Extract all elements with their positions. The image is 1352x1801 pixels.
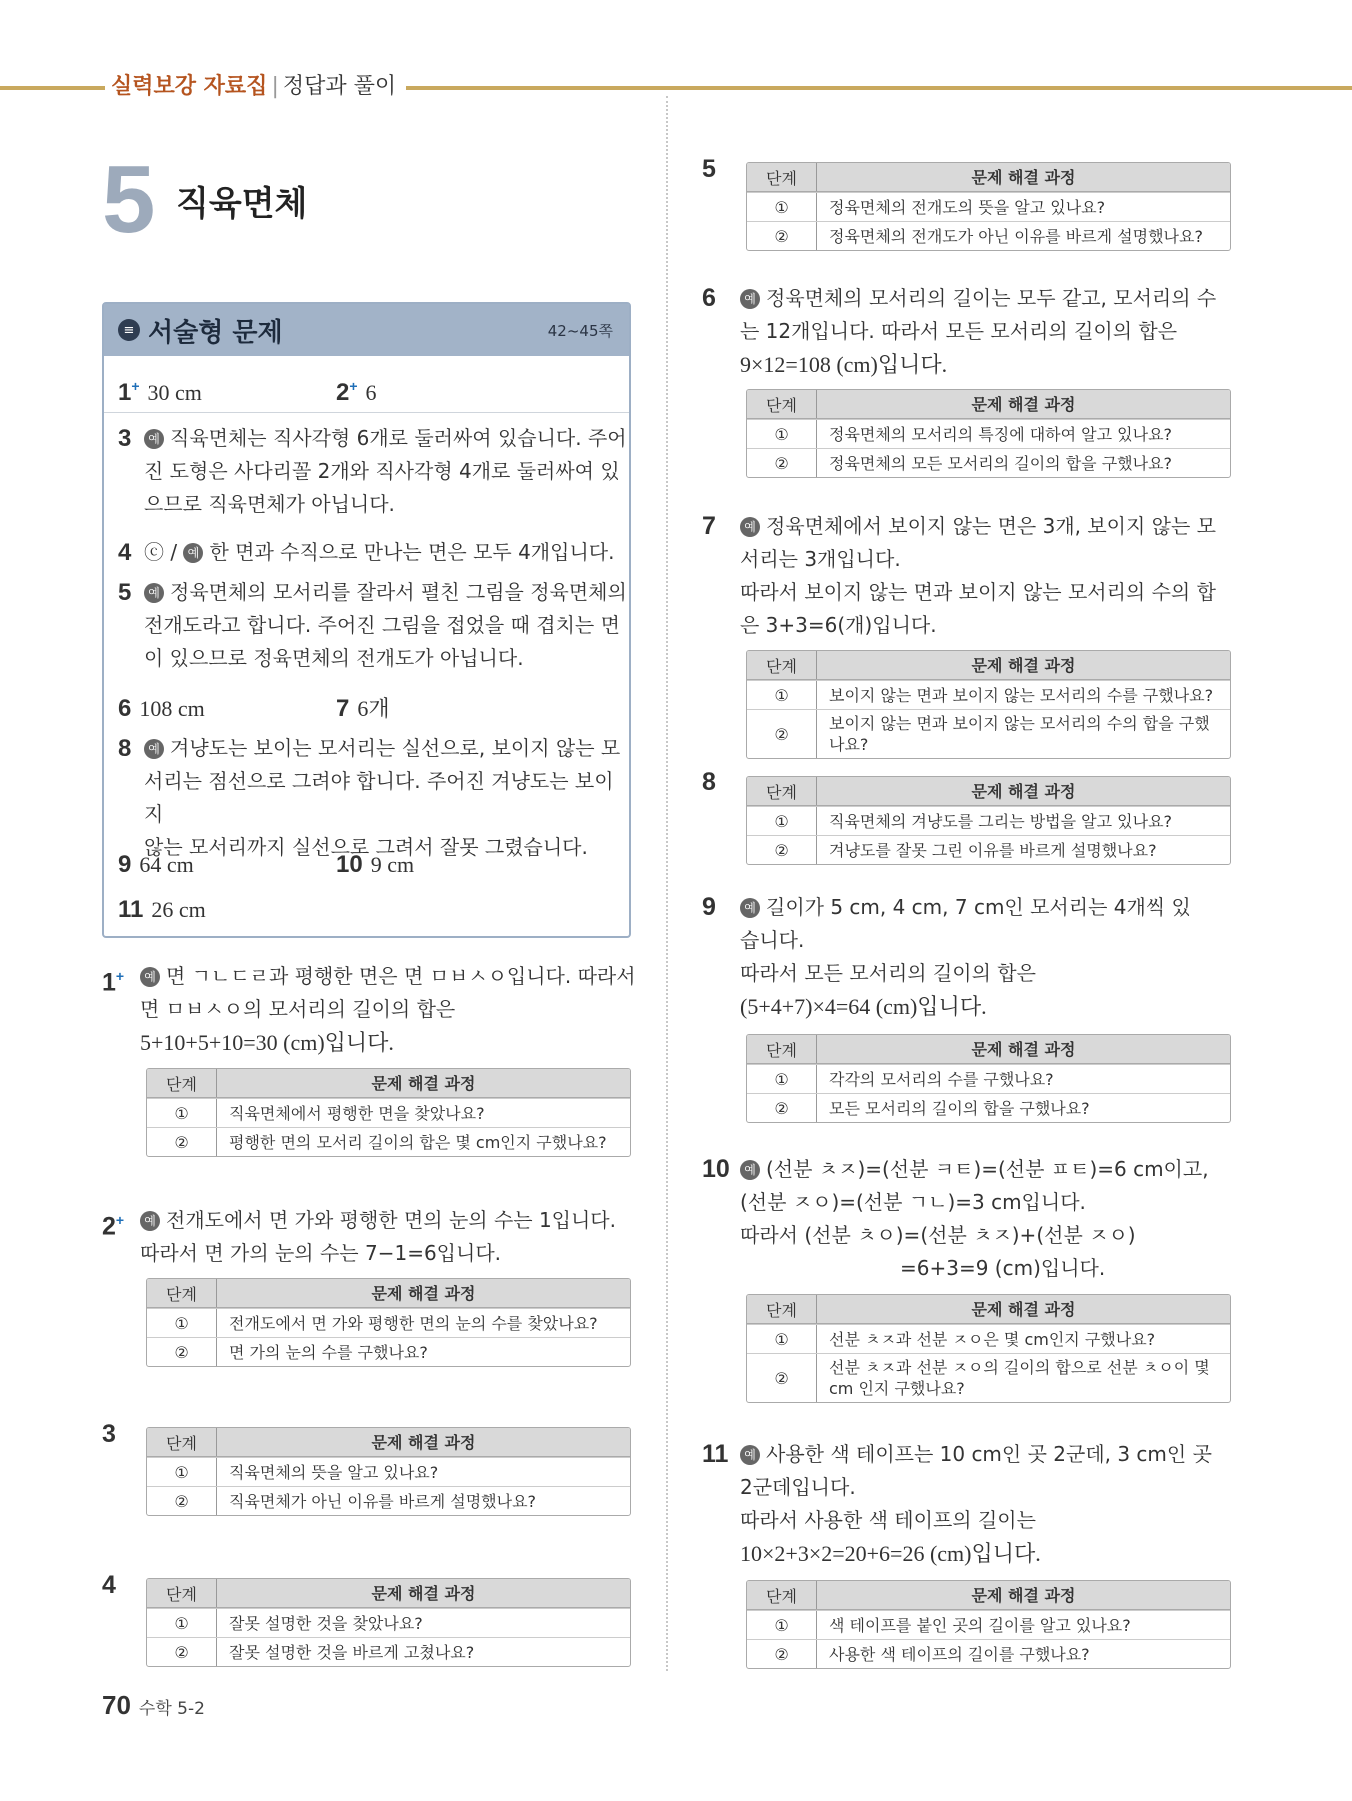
process-cell: 문제 해결 과정 [971,167,1076,187]
answer-number: 4 [118,539,132,566]
example-badge-icon: 예 [740,289,760,309]
table-row [747,1064,1230,1093]
step-cell: ① [147,1099,217,1127]
answer-number: 1+ [118,378,140,406]
table-header [747,777,1230,806]
step-cell: 단계 [747,1295,817,1323]
table-row [747,419,1230,448]
step-cell: ① [747,193,817,221]
rubric-table-4 [146,1578,631,1667]
process-cell: 선분 ㅊㅈ과 선분 ㅈㅇ의 길이의 합으로 선분 ㅊㅇ이 몇 cm 인지 구했나요? [829,1358,1210,1398]
process-cell: 모든 모서리의 길이의 합을 구했나요? [829,1098,1090,1118]
solution-7: 7 예 정육면체에서 보이지 않는 면은 3개, 보이지 않는 모 서리는 3개입니다. 따라서 보이지 않는 면과 보이지 않는 모서리의 수의 합 은 3+3=6(개)입니다. [702,512,1216,637]
process-cell: 직육면체가 아닌 이유를 바르게 설명했나요? [229,1491,537,1511]
solution-11: 11 예 사용한 색 테이프는 10 cm인 곳 2군데, 3 cm인 곳 2군데입니다. 따라서 사용한 색 테이프의 길이는 10×2+3×2=20+6=26 (cm)입니다. [702,1440,1212,1566]
table-row [747,1610,1230,1639]
table-row [147,1486,630,1515]
example-badge-icon: 예 [144,739,164,759]
rubric-table-7 [746,650,1231,759]
table-row [147,1608,630,1637]
step-cell: ① [747,807,817,835]
solution-1: 1+ 예 면 ㄱㄴㄷㄹ과 평행한 면은 면 ㅁㅂㅅㅇ입니다. 따라서 면 ㅁㅂㅅㅇ의 모서리의 길이의 합은 5+10+5+10=30 (cm)입니다. [102,960,642,1059]
table-row [147,1637,630,1666]
example-badge-icon: 예 [740,517,760,537]
example-badge-icon: 예 [740,1445,760,1465]
table-row [747,221,1230,250]
book-title: 실력보강 자료집 [111,74,268,99]
answer-number: 6 [118,695,132,722]
process-cell: 문제 해결 과정 [371,1432,476,1452]
rubric-table-6 [746,389,1231,478]
question-number: 4 [102,1571,116,1599]
process-cell: 정육면체의 전개도의 뜻을 알고 있나요? [829,197,1106,217]
step-cell: ② [747,1354,817,1402]
process-cell: 문제 해결 과정 [971,1299,1076,1319]
rubric-table-11 [746,1580,1231,1669]
rubric-table-5 [746,162,1231,251]
header-divider: | [271,74,279,99]
answer-number: 3 [118,425,132,452]
step-cell: ② [147,1338,217,1366]
table-row [747,835,1230,864]
step-cell: ② [747,710,817,758]
table-row [747,1324,1230,1353]
list-icon: ≡ [118,319,140,341]
example-badge-icon: 예 [183,543,203,563]
process-cell: 겨냥도를 잘못 그린 이유를 바르게 설명했나요? [829,840,1157,860]
rubric-table-10 [746,1294,1231,1403]
section-title: 정답과 풀이 [282,74,397,99]
page-number: 70 [102,1690,131,1720]
step-cell: ② [747,222,817,250]
table-row [747,709,1230,758]
footer-label: 수학 5-2 [138,1699,205,1719]
answer-box-title: 서술형 문제 [148,317,283,348]
example-badge-icon: 예 [144,583,164,603]
process-cell: 전개도에서 면 가와 평행한 면의 눈의 수를 찾았나요? [229,1313,598,1333]
rubric-table-8 [746,776,1231,865]
answer-item-4: 4 ⓒ / 예 한 면과 수직으로 만나는 면은 모두 4개입니다. [118,536,614,569]
process-cell: 직육면체의 겨냥도를 그리는 방법을 알고 있나요? [829,811,1173,831]
process-cell: 색 테이프를 붙인 곳의 길이를 알고 있나요? [829,1615,1131,1635]
question-number: 9 [702,893,716,921]
process-cell: 선분 ㅊㅈ과 선분 ㅈㅇ은 몇 cm인지 구했나요? [829,1329,1156,1349]
question-number: 3 [102,1420,116,1448]
chapter-title: 직육면체 [176,184,308,224]
table-header [747,1295,1230,1324]
process-cell: 잘못 설명한 것을 찾았나요? [229,1613,423,1633]
table-row [147,1308,630,1337]
answer-item-6: 6 108 cm [118,692,205,726]
step-cell: ① [147,1309,217,1337]
step-cell: 단계 [747,1581,817,1609]
process-cell: 보이지 않는 면과 보이지 않는 모서리의 수를 구했나요? [829,685,1214,705]
table-header [747,1581,1230,1610]
process-cell: 잘못 설명한 것을 바르게 고쳤나요? [229,1642,475,1662]
process-cell: 사용한 색 테이프의 길이를 구했나요? [829,1644,1090,1664]
rubric-table-2 [146,1278,631,1367]
process-cell: 문제 해결 과정 [971,1585,1076,1605]
step-cell: ① [747,420,817,448]
column-divider [666,96,668,1671]
process-cell: 직육면체의 뜻을 알고 있나요? [229,1462,439,1482]
process-cell: 정육면체의 모서리의 특징에 대하여 알고 있나요? [829,424,1173,444]
table-header [147,1428,630,1457]
table-header [747,163,1230,192]
process-cell: 면 가의 눈의 수를 구했나요? [229,1342,428,1362]
step-cell: 단계 [147,1069,217,1097]
step-cell: 단계 [747,390,817,418]
table-row [747,680,1230,709]
page-footer [102,1690,205,1721]
step-cell: 단계 [747,777,817,805]
step-cell: 단계 [147,1279,217,1307]
question-number: 7 [702,512,716,540]
table-row [747,1093,1230,1122]
divider [104,412,629,413]
process-cell: 문제 해결 과정 [971,781,1076,801]
step-cell: 단계 [747,163,817,191]
table-header [747,390,1230,419]
answer-item-11: 11 26 cm [118,893,206,927]
process-cell: 문제 해결 과정 [971,394,1076,414]
answer-box-header [104,304,629,356]
rubric-table-9 [746,1034,1231,1123]
example-badge-icon: 예 [144,429,164,449]
process-cell: 정육면체의 전개도가 아닌 이유를 바르게 설명했나요? [829,226,1203,246]
answer-item-5: 5 예 정육면체의 모서리를 잘라서 펼친 그림을 정육면체의 전개도라고 합니다. 주어진 그림을 접었을 때 겹치는 면 이 있으므로 정육면체의 전개도가 아닙니다. [118,576,627,675]
answer-value: 30 cm [147,380,202,405]
running-header [105,70,406,104]
question-number: 1+ [102,968,125,997]
table-header [147,1069,630,1098]
step-cell: 단계 [147,1579,217,1607]
step-cell: 단계 [147,1428,217,1456]
example-badge-icon: 예 [740,1160,760,1180]
answer-item-3: 3 예 직육면체는 직사각형 6개로 둘러싸여 있습니다. 주어 진 도형은 사다리꼴 2개와 직사각형 4개로 둘러싸여 있 으므로 직육면체가 아닙니다. [118,422,627,521]
process-cell: 정육면체의 모든 모서리의 길이의 합을 구했나요? [829,453,1173,473]
question-number: 6 [702,284,716,312]
table-row [747,448,1230,477]
table-row [147,1457,630,1486]
answer-summary-box [102,302,631,938]
table-row [747,1353,1230,1402]
question-number: 10 [702,1155,730,1183]
answer-number: 8 [118,735,132,762]
answer-value: 6 [365,380,377,405]
example-badge-icon: 예 [140,1211,160,1231]
table-header [747,1035,1230,1064]
table-row [747,806,1230,835]
solution-6: 6 예 정육면체의 모서리의 길이는 모두 같고, 모서리의 수 는 12개입니다. 따라서 모든 모서리의 길이의 합은 9×12=108 (cm)입니다. [702,284,1217,377]
step-cell: ② [147,1487,217,1515]
rubric-table-1 [146,1068,631,1157]
step-cell: ② [747,1094,817,1122]
process-cell: 문제 해결 과정 [971,655,1076,675]
answer-number: 2+ [336,378,358,406]
step-cell: ① [147,1458,217,1486]
table-row [147,1337,630,1366]
answer-item-7: 7 6개 [336,692,390,726]
step-cell: ② [747,449,817,477]
table-row [747,192,1230,221]
process-cell: 문제 해결 과정 [371,1583,476,1603]
step-cell: ① [747,1065,817,1093]
table-row [747,1639,1230,1668]
step-cell: ② [747,1640,817,1668]
process-cell: 직육면체에서 평행한 면을 찾았나요? [229,1103,485,1123]
step-cell: 단계 [747,651,817,679]
chapter-number: 5 [102,146,156,253]
answer-item-9: 9 64 cm [118,848,194,882]
answer-row-1-2 [118,370,202,410]
answer-item-10: 10 9 cm [336,848,414,882]
answer-row-2 [336,370,377,410]
step-cell: ① [747,681,817,709]
example-badge-icon: 예 [140,967,160,987]
answer-number: 10 [336,851,363,878]
answer-number: 7 [336,695,350,722]
answer-item-8: 8 예 겨냥도는 보이는 모서리는 실선으로, 보이지 않는 모 서리는 점선으로 그려야 합니다. 주어진 겨냥도는 보이지 않는 모서리까지 실선으로 그려서 잘못 그렸습니다. [118,732,629,864]
table-row [147,1098,630,1127]
step-cell: ① [147,1609,217,1637]
solution-2: 2+ 예 전개도에서 면 가와 평행한 면의 눈의 수는 1입니다. 따라서 면 가의 눈의 수는 7−1=6입니다. [102,1204,642,1270]
solution-9: 9 예 길이가 5 cm, 4 cm, 7 cm인 모서리는 4개씩 있 습니다. 따라서 모든 모서리의 길이의 합은 (5+4+7)×4=64 (cm)입니다. [702,893,1191,1019]
rubric-table-3 [146,1427,631,1516]
step-cell: ② [147,1128,217,1156]
table-header [147,1579,630,1608]
table-header [147,1279,630,1308]
question-number: 5 [702,155,716,183]
step-cell: ② [747,836,817,864]
question-number: 8 [702,768,716,796]
answer-number: 11 [118,896,144,923]
process-cell: 문제 해결 과정 [371,1073,476,1093]
process-cell: 문제 해결 과정 [971,1039,1076,1059]
answer-number: 9 [118,851,132,878]
step-cell: 단계 [747,1035,817,1063]
process-cell: 보이지 않는 면과 보이지 않는 모서리의 수의 합을 구했나요? [829,714,1210,754]
page-range: 42~45쪽 [547,321,613,340]
table-header [747,651,1230,680]
process-cell: 문제 해결 과정 [371,1283,476,1303]
table-row [147,1127,630,1156]
process-cell: 각각의 모서리의 수를 구했나요? [829,1069,1054,1089]
solution-10: 10 예 (선분 ㅊㅈ)=(선분 ㅋㅌ)=(선분 ㅍㅌ)=6 cm이고, (선분 ㅈㅇ)=(선분 ㄱㄴ)=3 cm입니다. 따라서 (선분 ㅊㅇ)=(선분 ㅊㅈ)+(선분 ㅈㅇ) =6+3=9 (cm)입니다. [702,1155,1209,1280]
step-cell: ① [747,1325,817,1353]
question-number: 2+ [102,1212,125,1241]
example-badge-icon: 예 [740,898,760,918]
answer-number: 5 [118,579,132,606]
step-cell: ① [747,1611,817,1639]
question-number: 11 [702,1440,729,1468]
step-cell: ② [147,1638,217,1666]
process-cell: 평행한 면의 모서리 길이의 합은 몇 cm인지 구했나요? [229,1132,607,1152]
